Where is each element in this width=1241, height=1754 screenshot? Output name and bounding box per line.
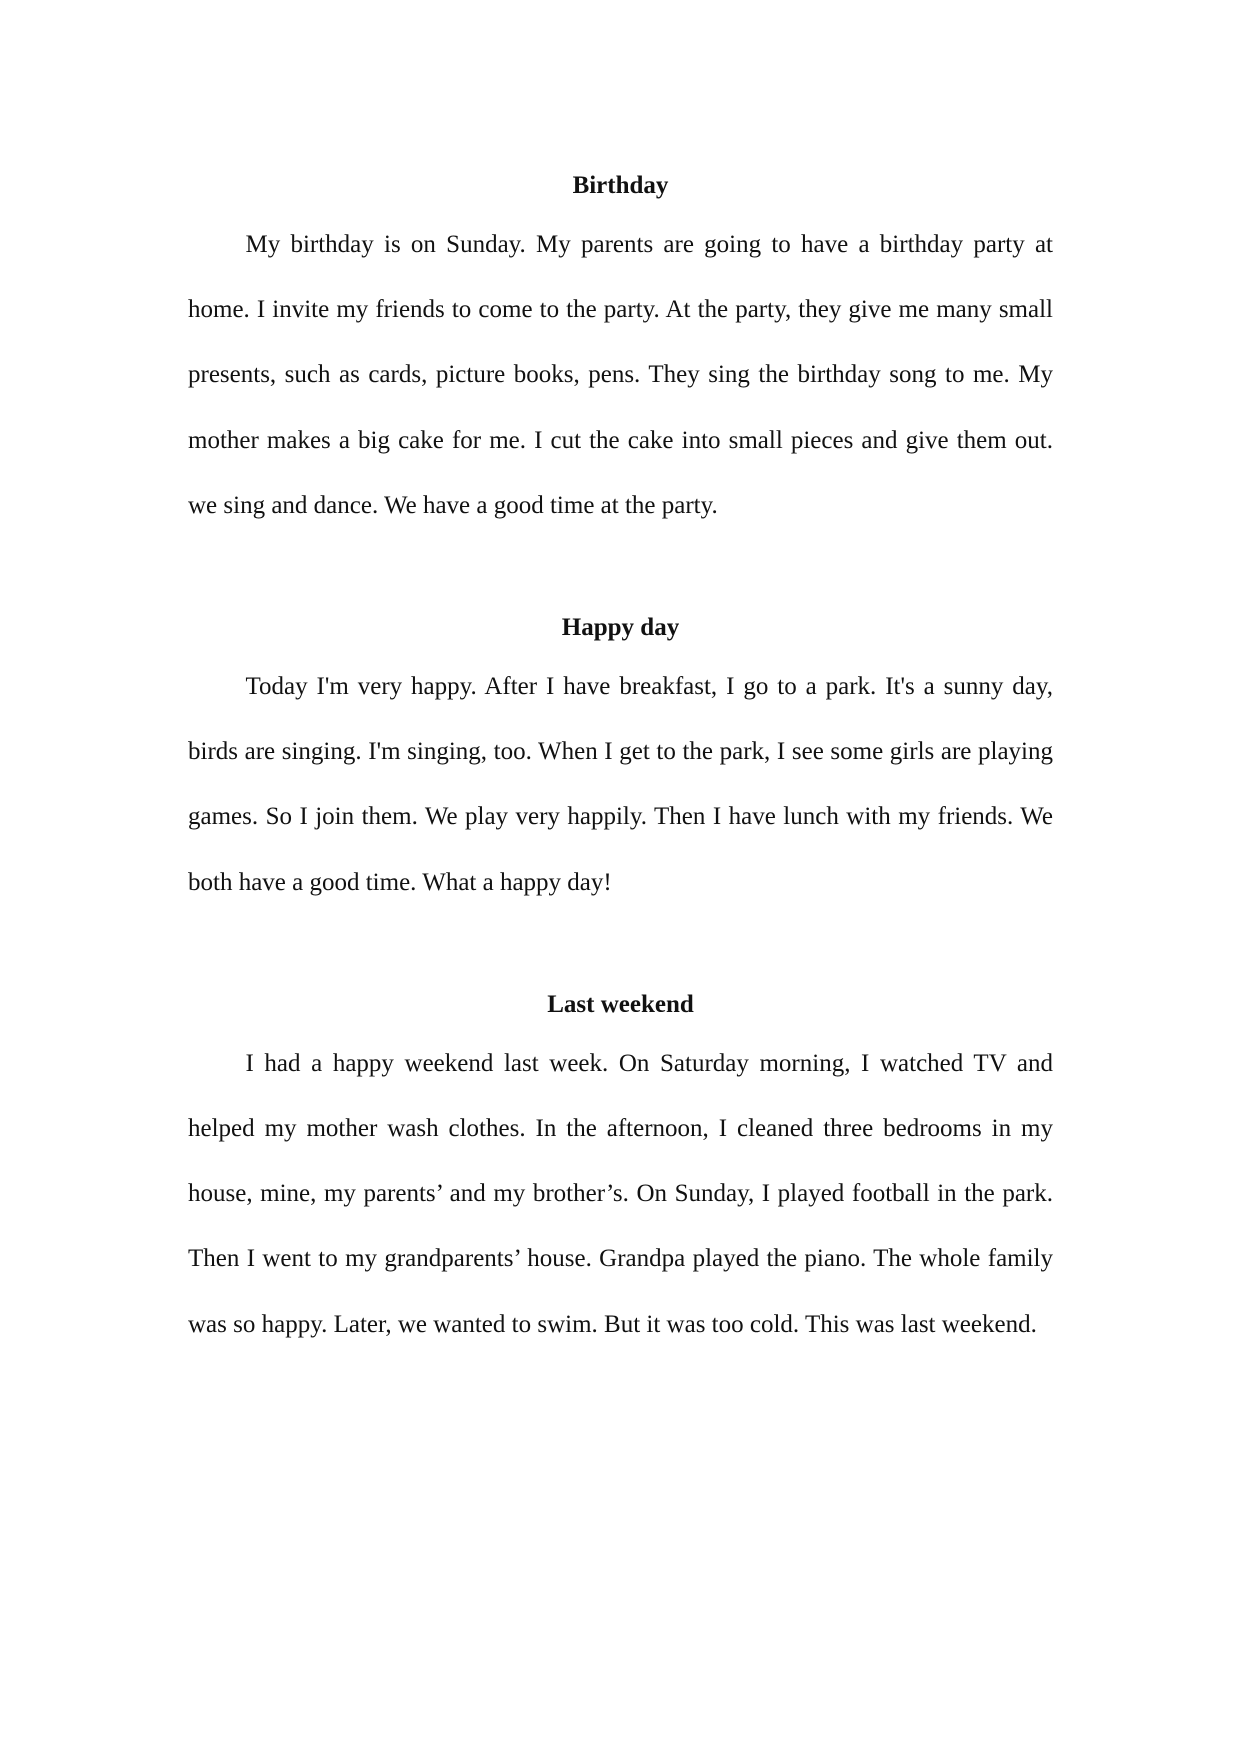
- essay-happy-day: [188, 602, 1053, 915]
- document-page: [188, 160, 1053, 1357]
- section-spacer: [188, 915, 1053, 979]
- essay-birthday: [188, 160, 1053, 538]
- essay-last-weekend: [188, 979, 1053, 1357]
- essay-title: Happy day: [561, 614, 680, 642]
- section-spacer: [188, 538, 1053, 602]
- essay-paragraph: I had a happy weekend last week. On Saturday morning, I watched TV and helped my mother wash clothes. In the afternoon, I cleaned three bedrooms in my house, mine, my parents’ and my brother’s. On Sunday, I played football in the park. Then I went to my grandparents’ house. Grandpa played the piano. The whole family was so happy. Later, we wanted to swim. But it was too cold. This was last weekend.: [188, 1049, 1053, 1338]
- essay-paragraph: Today I'm very happy. After I have breakfast, I go to a park. It's a sunny day, birds are singing. I'm singing, too. When I get to the park, I see some girls are playing games. So I join them. We play very happily. Then I have lunch with my friends. We both have a good time. What a happy day!: [188, 673, 1053, 896]
- essay-title: Birthday: [572, 172, 669, 199]
- essay-title: Last weekend: [547, 990, 694, 1018]
- essay-paragraph: My birthday is on Sunday. My parents are going to have a birthday party at home. I invite my friends to come to the party. At the party, they give me many small presents, such as cards, picture books, pens. They sing the birthday song to me. My mother makes a big cake for me. I cut the cake into small pieces and give them out. we sing and dance. We have a good time at the party.: [188, 231, 1053, 519]
